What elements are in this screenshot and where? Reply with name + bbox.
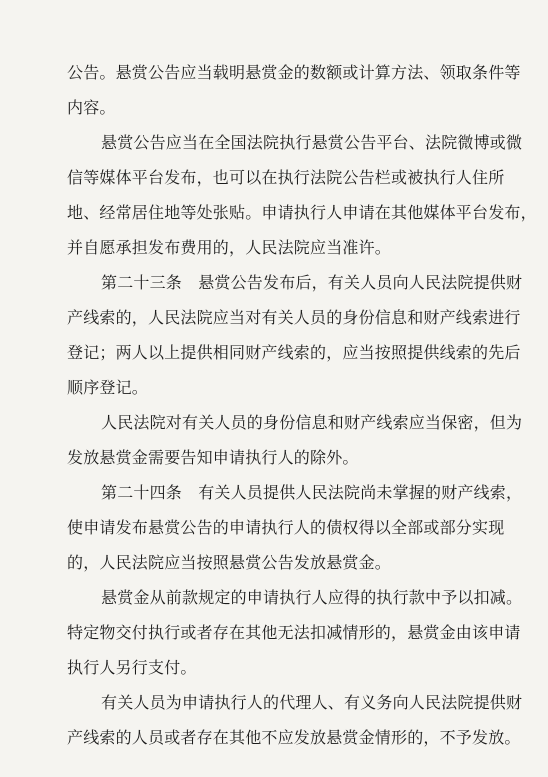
- document-line: 地、经常居住地等处张贴。申请执行人申请在其他媒体平台发布，: [67, 203, 537, 222]
- document-line: 顺序登记。: [67, 378, 149, 397]
- document-line: 并自愿承担发布费用的，人民法院应当准许。: [67, 238, 392, 257]
- document-line: 内容。: [67, 98, 116, 117]
- document-line: 第二十四条 有关人员提供人民法院尚未掌握的财产线索，: [101, 483, 523, 502]
- document-line: 第二十三条 悬赏公告发布后，有关人员向人民法院提供财: [101, 273, 523, 292]
- document-line: 产线索的，人民法院应当对有关人员的身份信息和财产线索进行: [67, 308, 521, 327]
- document-line: 执行人另行支付。: [67, 658, 197, 677]
- document-line: 发放悬赏金需要告知申请执行人的除外。: [67, 448, 359, 467]
- document-line: 登记；两人以上提供相同财产线索的，应当按照提供线索的先后: [67, 343, 521, 362]
- document-line: 人民法院对有关人员的身份信息和财产线索应当保密，但为: [101, 413, 523, 432]
- document-line: 有关人员为申请执行人的代理人、有义务向人民法院提供财: [101, 693, 523, 712]
- document-line: 的，人民法院应当按照悬赏公告发放悬赏金。: [67, 553, 392, 572]
- document-line: 特定物交付执行或者存在其他无法扣减情形的，悬赏金由该申请: [67, 623, 521, 642]
- document-line: 悬赏金从前款规定的申请执行人应得的执行款中予以扣减。: [101, 588, 523, 607]
- document-line: 信等媒体平台发布，也可以在执行法院公告栏或被执行人住所: [67, 168, 505, 187]
- document-line: 使申请发布悬赏公告的申请执行人的债权得以全部或部分实现: [67, 518, 505, 537]
- document-line: 公告。悬赏公告应当载明悬赏金的数额或计算方法、领取条件等: [67, 63, 521, 82]
- document-line: 产线索的人员或者存在其他不应发放悬赏金情形的，不予发放。: [67, 728, 521, 747]
- document-line: 悬赏公告应当在全国法院执行悬赏公告平台、法院微博或微: [101, 133, 523, 152]
